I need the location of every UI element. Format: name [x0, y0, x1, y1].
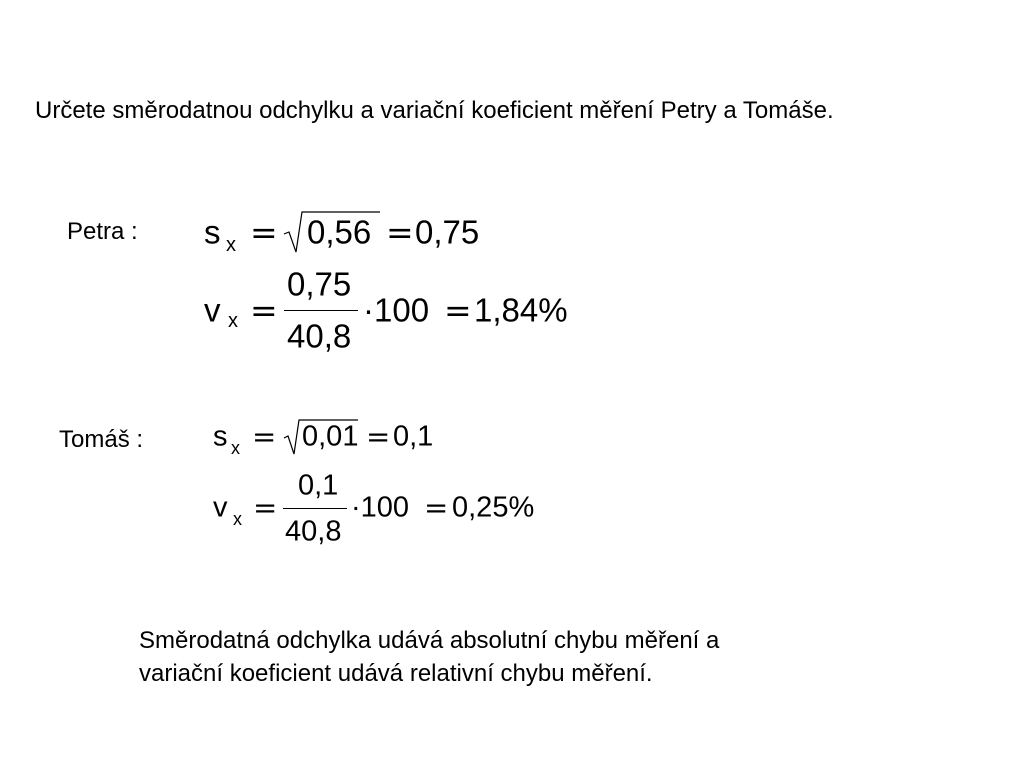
conclusion-line-1: Směrodatná odchylka udává absolutní chybu měření a: [139, 627, 720, 654]
conclusion-text: [139, 624, 719, 690]
result: 0,25%: [452, 491, 535, 524]
fraction-bar: [283, 508, 347, 509]
v-symbol: v: [213, 491, 228, 524]
multiplier: ·100: [351, 491, 410, 524]
subscript-x: x: [231, 438, 240, 458]
equals-sign: =: [250, 212, 278, 252]
equals-sign: =: [252, 419, 277, 454]
equals-sign: =: [250, 290, 278, 330]
equals-sign: =: [253, 490, 278, 525]
numerator: 0,1: [298, 469, 339, 502]
fraction-bar: [284, 310, 358, 311]
task-text: Určete směrodatnou odchylku a variační koeficient měření Petry a Tomáše.: [35, 97, 834, 124]
denominator: 40,8: [285, 515, 342, 548]
v-symbol: v: [204, 291, 221, 329]
conclusion-line-2: variační koeficient udává relativní chybu měření.: [139, 660, 653, 687]
equals-sign: =: [386, 212, 414, 252]
petra-label: Petra :: [67, 218, 138, 245]
equals-sign: =: [444, 290, 472, 330]
result: 0,75: [415, 213, 480, 251]
tomas-label: Tomáš :: [59, 426, 144, 453]
s-symbol: s: [213, 420, 228, 453]
multiplier: ·100: [363, 291, 430, 329]
equals-sign: =: [366, 419, 391, 454]
radicand: 0,56: [307, 213, 372, 251]
subscript-x: x: [228, 310, 238, 332]
equals-sign: =: [424, 490, 449, 525]
numerator: 0,75: [287, 265, 352, 303]
result: 0,1: [393, 420, 434, 453]
denominator: 40,8: [287, 317, 352, 355]
radicand: 0,01: [302, 420, 359, 453]
s-symbol: s: [204, 213, 221, 251]
result: 1,84%: [474, 291, 568, 329]
subscript-x: x: [233, 509, 242, 529]
subscript-x: x: [226, 234, 236, 256]
